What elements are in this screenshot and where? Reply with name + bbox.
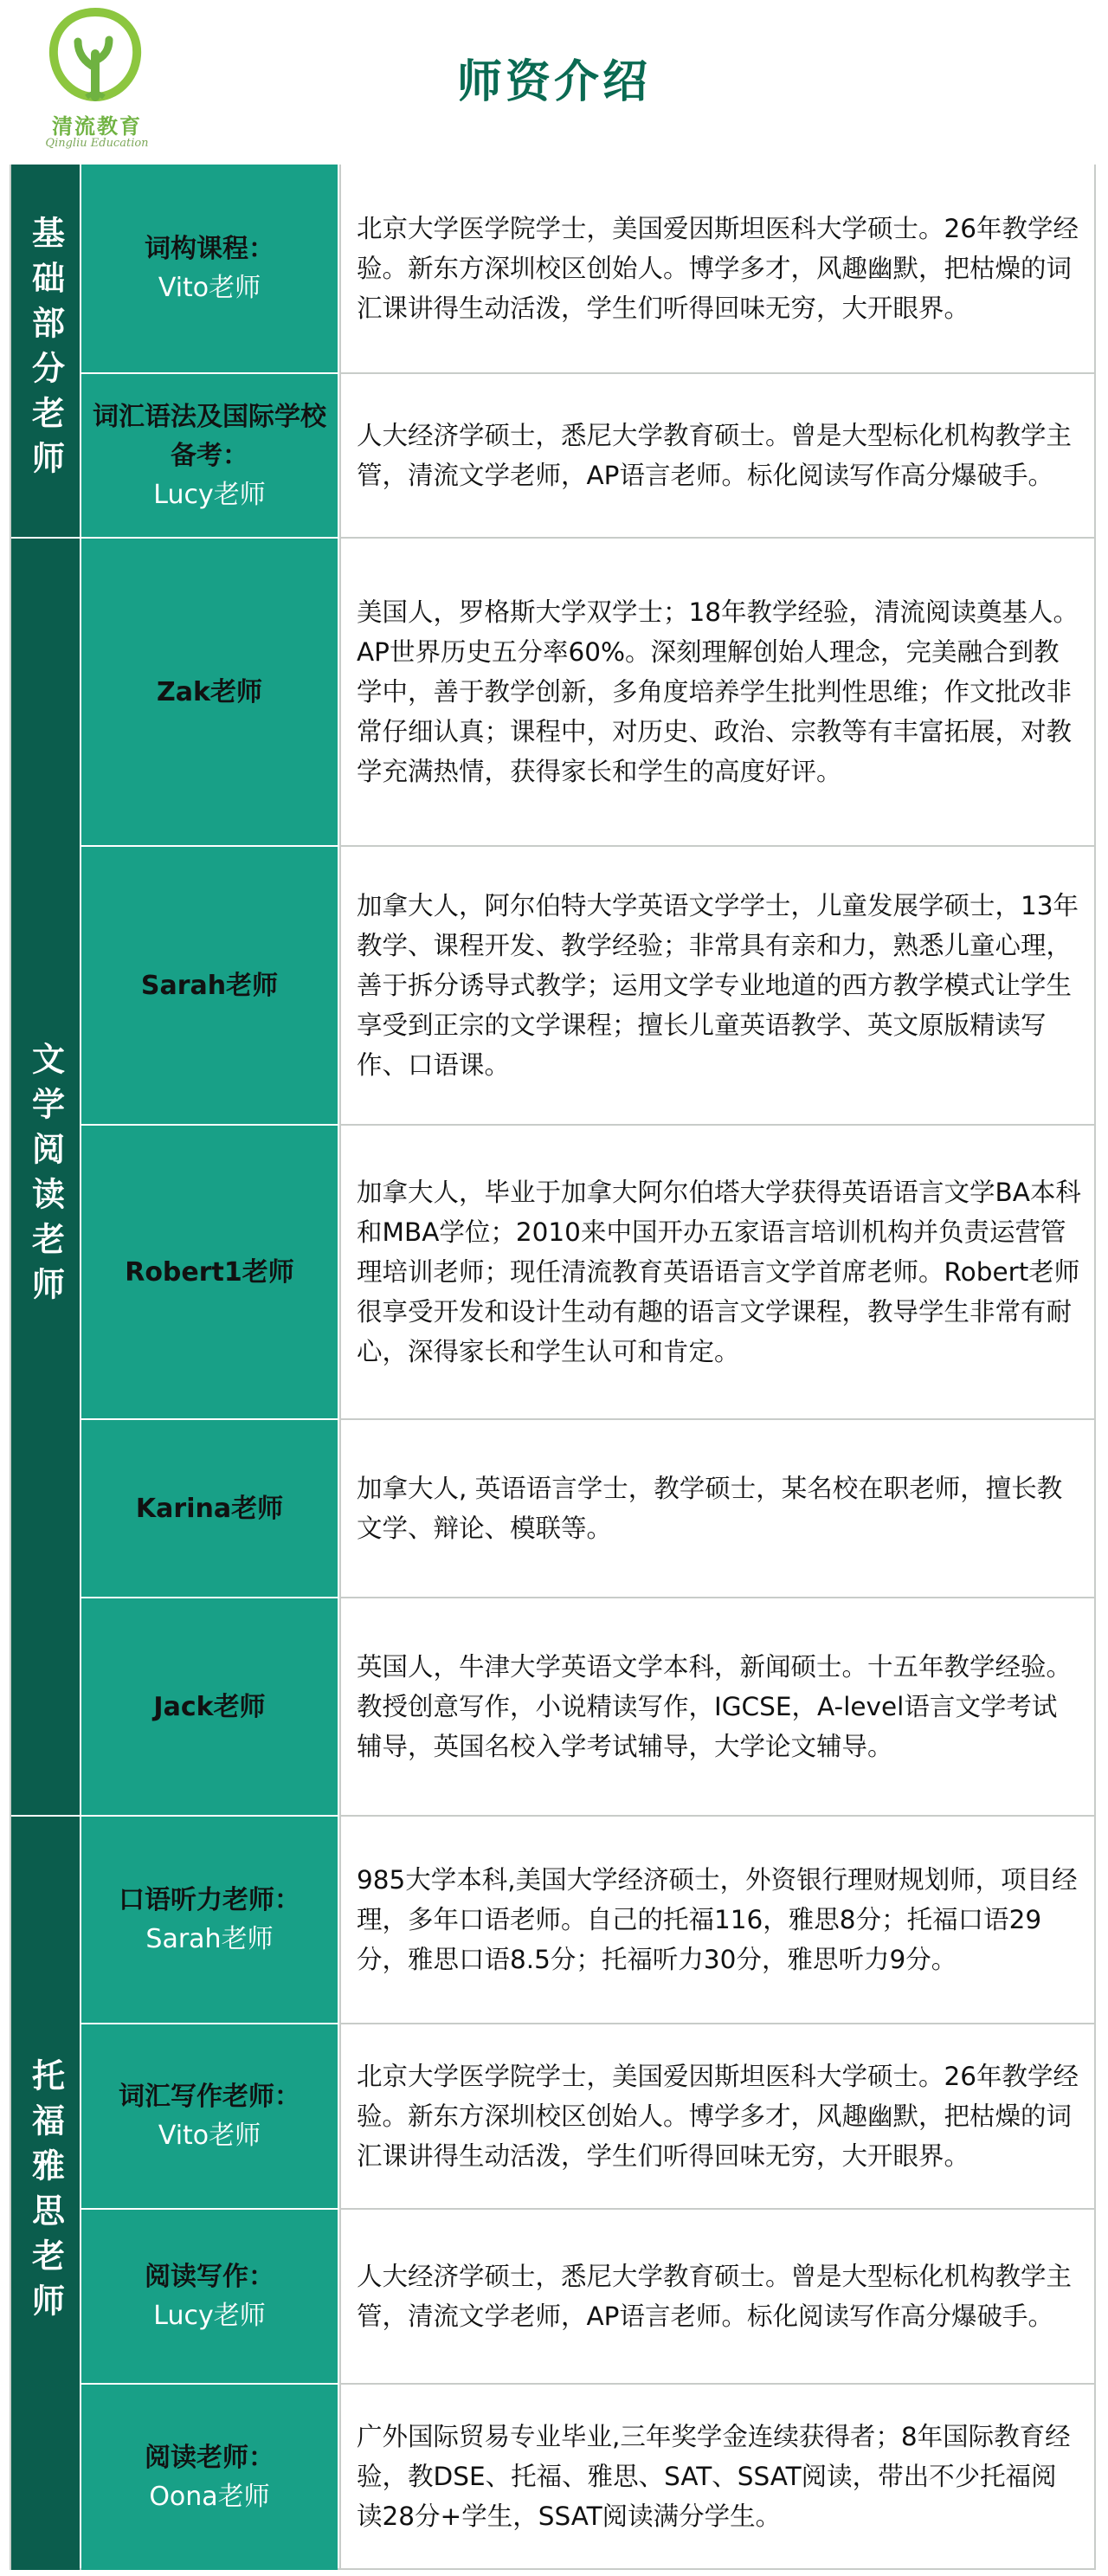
group-label: 托福雅思老师: [26, 2058, 65, 2328]
teacher-desc: 985大学本科,美国大学经济硕士，外资银行理财规划师，项目经理，多年口语老师。自己的托福116，雅思8分；托福口语29分，雅思口语8.5分；托福听力30分，雅思听力9分。: [357, 1865, 1078, 1974]
page-header: [0, 0, 1108, 165]
teacher-desc: 美国人，罗格斯大学双学士；18年教学经验，清流阅读奠基人。AP世界历史五分率60%。深刻理解创始人理念，完美融合到教学中，善于教学创新，多角度培养学生批判性思维；作文批改非常仔细认真；课程中，对历史、政治、宗教等有丰富拓展，对教学充满热情，获得家长和学生的高度好评。: [357, 597, 1079, 786]
teacher-name-cell: [81, 2210, 338, 2385]
teacher-name-cell: [81, 1817, 338, 2024]
teacher-desc-cell: [339, 847, 1094, 1126]
teacher-desc-cell: [339, 2024, 1094, 2210]
teacher-name: Robert1老师: [125, 1256, 294, 1288]
teacher-name-cell: [81, 374, 338, 539]
teacher-name: Lucy老师: [153, 479, 266, 510]
teacher-desc: 人大经济学硕士，悉尼大学教育硕士。曾是大型标化机构教学主管，清流文学老师，AP语言老师。标化阅读写作高分爆破手。: [357, 421, 1073, 490]
group-label: 基础部分老师: [26, 216, 65, 486]
teacher-desc-cell: [339, 374, 1094, 539]
teacher-name: Karina老师: [135, 1493, 284, 1524]
teacher-name-cell: [81, 2385, 338, 2570]
teacher-name-cell: [81, 847, 338, 1126]
teacher-name: Lucy老师: [153, 2301, 266, 2331]
teacher-name: Vito老师: [158, 273, 261, 303]
logo-text: 清流教育: [52, 114, 142, 139]
teacher-desc: 加拿大人，毕业于加拿大阿尔伯塔大学获得英语语言文学BA本科和MBA学位；2010来中国开办五家语言培训机构并负责运营管理培训老师；现任清流教育英语语言文学首席老师。Robert老师很享受开发和设计生动有趣的语言文学课程，教导学生非常有耐心，深得家长和学生认可和肯定。: [357, 1178, 1081, 1366]
teacher-name-cell: [81, 165, 338, 374]
teacher-name: Zak老师: [157, 676, 262, 707]
teacher-name-cell: [81, 539, 338, 847]
teacher-desc: 北京大学医学院学士，美国爱因斯坦医科大学硕士。26年教学经验。新东方深圳校区创始人。博学多才，风趣幽默，把枯燥的词汇课讲得生动活泼，学生们听得回味无穷，大开眼界。: [357, 214, 1079, 323]
teacher-desc-cell: [339, 1126, 1094, 1420]
teacher-desc: 加拿大人，阿尔伯特大学英语文学学士，儿童发展学硕士，13年教学、课程开发、教学经验；非常具有亲和力，熟悉儿童心理，善于拆分诱导式教学；运用文学专业地道的西方教学模式让学生享受到正宗的文学课程；擅长儿童英语教学、英文原版精读写作、口语课。: [357, 891, 1079, 1080]
teacher-desc: 加拿大人, 英语语言学士，教学硕士，某名校在职老师，擅长教文学、辩论、模联等。: [357, 1474, 1063, 1543]
teacher-name: Vito老师: [158, 2121, 261, 2151]
group-cell-toefl-ielts: [11, 1817, 80, 2570]
teacher-name: Jack老师: [153, 1691, 266, 1722]
teacher-role: 词汇写作老师：: [119, 2082, 300, 2112]
teacher-name-cell: [81, 1126, 338, 1420]
teacher-desc-cell: [339, 1420, 1094, 1598]
teacher-name: Sarah老师: [140, 970, 279, 1001]
teacher-name-cell: [81, 1598, 338, 1817]
teacher-desc-cell: [339, 2385, 1094, 2568]
teacher-table: [10, 165, 1096, 2570]
group-cell-literature: [11, 539, 80, 1817]
page-title: 师资介绍: [456, 56, 651, 108]
group-cell-basic: [11, 165, 80, 539]
teacher-desc-cell: [339, 539, 1094, 847]
teacher-desc: 英国人，牛津大学英语文学本科，新闻硕士。十五年教学经验。教授创意写作，小说精读写作，IGCSE，A-level语言文学考试辅导，英国名校入学考试辅导，大学论文辅导。: [357, 1652, 1073, 1761]
teacher-desc: 北京大学医学院学士，美国爱因斯坦医科大学硕士。26年教学经验。新东方深圳校区创始人。博学多才，风趣幽默，把枯燥的词汇课讲得生动活泼，学生们听得回味无穷，大开眼界。: [357, 2062, 1079, 2171]
teacher-role: 阅读老师：: [145, 2443, 274, 2473]
teacher-desc-cell: [339, 165, 1094, 374]
teacher-name: Oona老师: [149, 2482, 270, 2512]
teacher-desc-cell: [339, 1817, 1094, 2024]
teacher-desc: 人大经济学硕士，悉尼大学教育硕士。曾是大型标化机构教学主管，清流文学老师，AP语言老师。标化阅读写作高分爆破手。: [357, 2262, 1073, 2331]
teacher-role: 口语听力老师：: [119, 1885, 300, 1915]
group-label: 文学阅读老师: [26, 1042, 65, 1312]
teacher-role: 词汇语法及国际学校备考：: [93, 401, 326, 471]
teacher-name-cell: [81, 1420, 338, 1598]
teacher-name-cell: [81, 2024, 338, 2210]
teacher-desc: 广外国际贸易专业毕业,三年奖学金连续获得者；8年国际教育经验，教DSE、托福、雅思、SAT、SSAT阅读，带出不少托福阅读28分+学生，SSAT阅读满分学生。: [357, 2422, 1071, 2531]
teacher-desc-cell: [339, 2210, 1094, 2385]
teacher-role: 阅读写作：: [145, 2262, 274, 2292]
logo-subtitle: Qingliu Education: [45, 137, 149, 150]
teacher-role: 词构课程：: [145, 234, 274, 264]
teacher-desc-cell: [339, 1598, 1094, 1817]
teacher-name: Sarah老师: [145, 1924, 274, 1954]
